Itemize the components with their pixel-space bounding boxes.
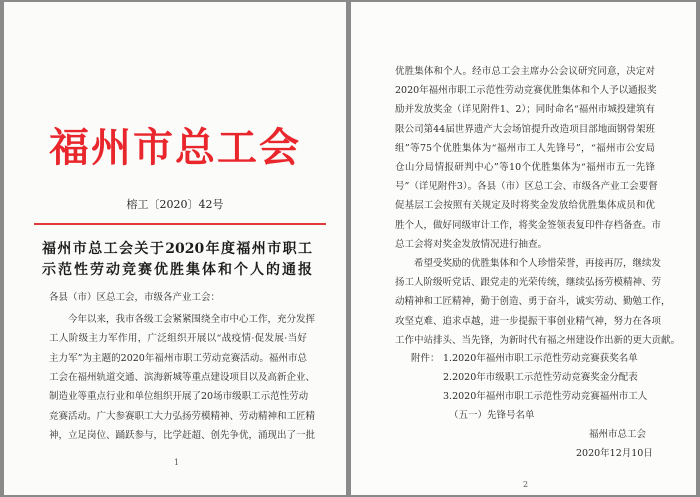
body-line: 优胜集体和个人。经市总工会主席办公会议研究同意，决定对 (395, 66, 655, 77)
body-line: 希望受奖励的优胜集体和个人珍惜荣誉，再接再厉，继续发 (414, 258, 662, 269)
body-line: 励并发放奖金（详见附件1、2）；同时命名“福州市城投建筑有 (395, 104, 655, 116)
document-title-line-2: 示范性劳动竞赛优胜集体和个人的通报 (42, 262, 312, 278)
document-page-1 (4, 2, 346, 495)
body-line: 攻坚克难、追求卓越，进一步提振干事创业精气神，努力在各项 (395, 315, 662, 327)
body-line: 主力军”为主题的2020年福州市职工劳动竞赛活动。福州市总 (49, 352, 307, 364)
body-line: 神，立足岗位、踊跃参与，比学赶超、创先争优，涌现出了一批 (49, 429, 316, 441)
body-line: 竞赛活动。广大参赛职工大力弘扬劳模精神、劳动精神和工匠精 (49, 410, 316, 422)
salutation: 各县（市）区总工会，市级各产业工会： (49, 292, 221, 303)
body-line: 限公司第44届世界遗产大会场馆提升改造项目部地面钢骨架班 (395, 123, 655, 135)
body-line: 制造业等重点行业和单位组织开展了20场市级职工示范性劳动 (49, 391, 309, 403)
body-line: 扬工人阶级听党话、跟党走的光荣传统，继续弘扬劳模精神、劳 (395, 277, 662, 289)
date: 2020年12月10日 (576, 448, 653, 459)
body-line: 工作中站排头、当先锋，为新时代有福之州建设作出新的更大贡献。 (395, 334, 681, 346)
red-divider-line (34, 223, 326, 225)
attachment-item: 1.2020年福州市职工示范性劳动竞赛获奖名单 (443, 353, 638, 364)
attachment-item: 3.2020年福州市职工示范性劳动竞赛福州市工人 (443, 391, 648, 402)
attachment-item: 2.2020年市级职工示范性劳动竞赛奖金分配表 (443, 372, 638, 383)
body-line: 动精神和工匠精神，勤于创造、勇于奋斗，诚实劳动、勤勉工作， (395, 296, 671, 308)
body-line: 组”等75个优胜集体为“福州市工人先锋号”，“福州市公安局 (395, 142, 655, 154)
body-line: 工人阶级主力军作用，广泛组织开展以“战疫情·促发展·当好 (49, 333, 307, 345)
body-line: 仓山分局情报研判中心”等10个优胜集体为“福州市五一先锋 (395, 162, 655, 173)
body-line: 总工会将对奖金发放情况进行抽查。 (395, 238, 548, 250)
page-number: 1 (174, 458, 180, 467)
document-title-line-1: 福州市总工会关于2020年度福州市职工 (42, 241, 312, 257)
page-number: 2 (523, 480, 529, 489)
attachment-item: （五一）先锋号名单 (449, 410, 535, 421)
body-line: 工会在福州轨道交通、滨海新城等重点建设项目以及高新企业、 (49, 371, 316, 383)
document-page-2 (351, 2, 696, 495)
attachments-label: 附件： (411, 353, 440, 364)
body-line: 今年以来，我市各级工会紧紧围绕全市中心工作，充分发挥 (68, 314, 316, 325)
body-line: 促基层工会按照有关规定及时将奖金发放给优胜集体成员和优 (395, 200, 655, 212)
signature: 福州市总工会 (589, 429, 647, 440)
body-line: 2020年福州市职工示范性劳动竞赛优胜集体和个人予以通报奖 (395, 85, 657, 97)
org-red-header: 福州市总工会 (49, 125, 301, 171)
body-line: 号”（详见附件3）。各县（市）区总工会、市级各产业工会要督 (395, 181, 658, 193)
body-line: 胜个人，做好同级审计工作，将奖金签领表复印件存档备查。市 (395, 219, 662, 231)
document-number: 榕工〔2020〕42号 (126, 198, 224, 211)
